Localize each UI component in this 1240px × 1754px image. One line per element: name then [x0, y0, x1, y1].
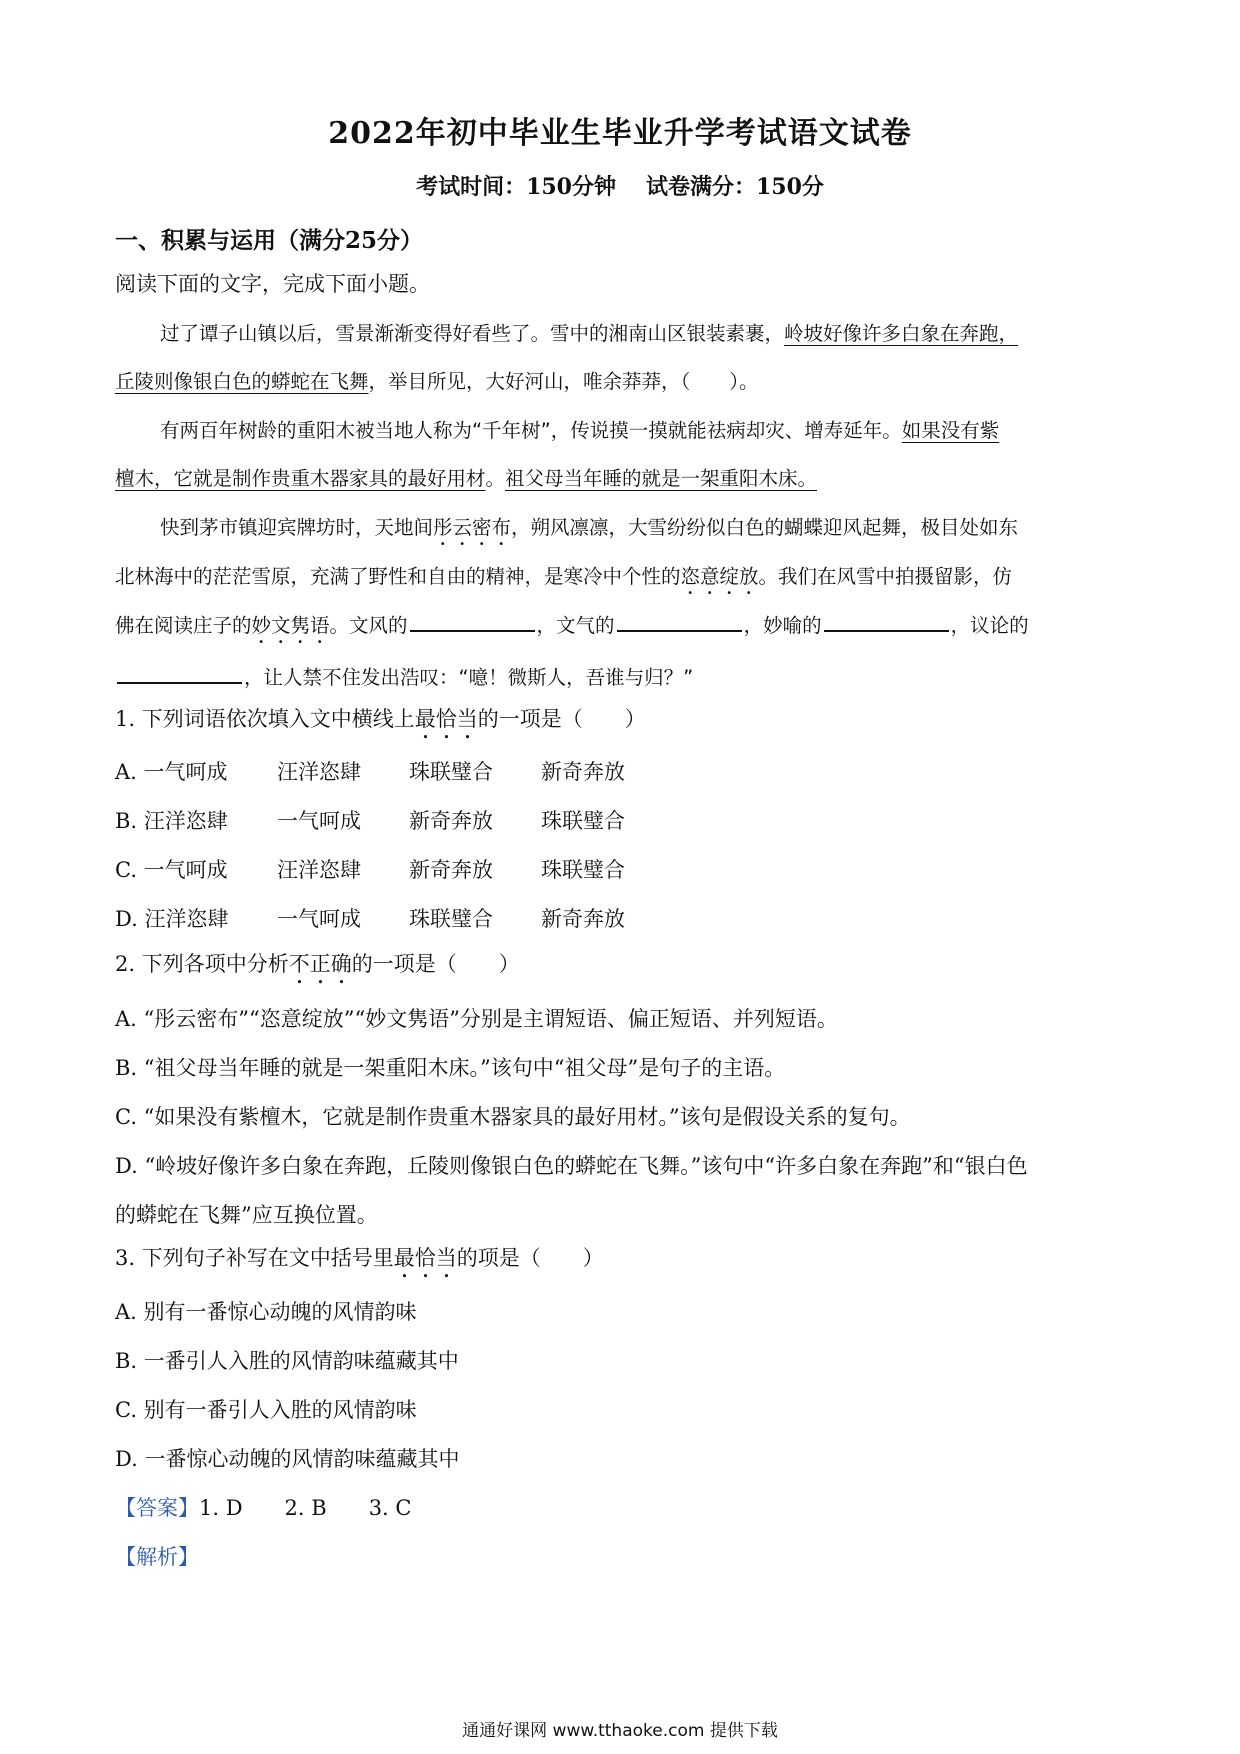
question-3-option-d: D. 一番惊心动魄的风情韵味蕴藏其中	[115, 1447, 460, 1471]
question-2-option-d-cont: 的蟒蛇在飞舞”应互换位置。	[115, 1203, 378, 1227]
exam-info	[0, 170, 1240, 201]
section-heading: 一、积累与运用（满分25分）	[115, 227, 424, 254]
fill-blank	[824, 612, 949, 632]
question-1-option-d: D. 汪洋恣肆 一气呵成 珠联璧合 新奇奔放	[115, 907, 625, 931]
passage-line: ，让人禁不住发出浩叹：“噫！微斯人，吾谁与归？”	[115, 662, 693, 690]
underlined-sentence: 丘陵则像银白色的蟒蛇在飞舞	[115, 370, 369, 393]
exam-time: 考试时间：150分钟	[416, 174, 616, 200]
question-3-option-b: B. 一番引人入胜的风情韵味蕴藏其中	[115, 1349, 459, 1373]
passage-line: 佛在阅读庄子的妙文隽语。文风的 ，文气的 ，妙喻的 ，议论的	[115, 614, 1029, 637]
answer-line	[115, 1492, 411, 1522]
question-3-option-a: A. 别有一番惊心动魄的风情韵味	[115, 1300, 417, 1324]
answer-values: 1. D 2. B 3. C	[199, 1496, 412, 1520]
instruction: 阅读下面的文字，完成下面小题。	[115, 272, 430, 296]
passage-line: 快到茅市镇迎宾牌坊时，天地间彤云密布，朔风凛凛，大雪纷纷似白色的蝴蝶迎风起舞，极目处如东	[160, 516, 1019, 539]
underlined-sentence: 岭坡好像许多白象在奔跑，	[784, 322, 1019, 345]
passage-line: 檀木，它就是制作贵重木器家具的最好用材。祖父母当年睡的就是一架重阳木床。	[115, 467, 818, 490]
question-2-option-d: D. “岭坡好像许多白象在奔跑，丘陵则像银白色的蟒蛇在飞舞。”该句中“许多白象在奔跑”和“银白色	[115, 1154, 1028, 1178]
dotted-phrase: 彤云密布	[433, 516, 512, 539]
question-3-option-c: C. 别有一番引人入胜的风情韵味	[115, 1398, 417, 1422]
underlined-sentence: 檀木，它就是制作贵重木器家具的最好用材	[115, 467, 486, 490]
question-3-stem: 3. 下列句子补写在文中括号里最恰当的项是（ ）	[115, 1246, 604, 1270]
question-2-option-b: B. “祖父母当年睡的就是一架重阳木床。”该句中“祖父母”是句子的主语。	[115, 1056, 786, 1080]
exam-score: 试卷满分：150分	[646, 174, 824, 200]
page-title: 2022年初中毕业生毕业升学考试语文试卷	[328, 116, 912, 151]
analysis-label: 【解析】	[115, 1545, 199, 1569]
question-1-option-a: A. 一气呵成 汪洋恣肆 珠联璧合 新奇奔放	[115, 760, 625, 784]
fill-blank	[410, 612, 535, 632]
question-1-stem: 1. 下列词语依次填入文中横线上最恰当的一项是（ ）	[115, 707, 646, 731]
underlined-sentence: 如果没有紫	[901, 419, 1000, 442]
analysis-line	[115, 1541, 199, 1571]
passage-line: 过了谭子山镇以后，雪景渐渐变得好看些了。雪中的湘南山区银装素裹，岭坡好像许多白象在奔跑，	[160, 322, 1019, 345]
question-2-option-c: C. “如果没有紫檀木，它就是制作贵重木器家具的最好用材。”该句是假设关系的复句。	[115, 1105, 911, 1129]
page-footer: 通通好课网 www.tthaoke.com 提供下载	[462, 1721, 778, 1741]
dotted-phrase: 妙文隽语	[251, 614, 330, 637]
fill-blank	[117, 664, 242, 684]
question-1-option-b: B. 汪洋恣肆 一气呵成 新奇奔放 珠联璧合	[115, 809, 625, 833]
answer-label: 【答案】	[115, 1496, 199, 1520]
passage-line: 有两百年树龄的重阳木被当地人称为“千年树”，传说摸一摸就能祛病却灾、增寿延年。如果没有紫	[160, 419, 1000, 442]
passage-line: 北林海中的茫茫雪原，充满了野性和自由的精神，是寒冷中个性的恣意绽放。我们在风雪中拍摄留影，仿	[115, 565, 1013, 588]
fill-blank	[617, 612, 742, 632]
question-2-stem: 2. 下列各项中分析不正确的一项是（ ）	[115, 952, 520, 976]
question-2-option-a: A. “彤云密布”“恣意绽放”“妙文隽语”分别是主谓短语、偏正短语、并列短语。	[115, 1007, 838, 1031]
passage-line: 丘陵则像银白色的蟒蛇在飞舞，举目所见，大好河山，唯余莽莽，（ ）。	[115, 370, 759, 393]
underlined-sentence: 祖父母当年睡的就是一架重阳木床。	[505, 467, 818, 490]
dotted-phrase: 恣意绽放	[680, 565, 759, 588]
question-1-option-c: C. 一气呵成 汪洋恣肆 新奇奔放 珠联璧合	[115, 858, 625, 882]
